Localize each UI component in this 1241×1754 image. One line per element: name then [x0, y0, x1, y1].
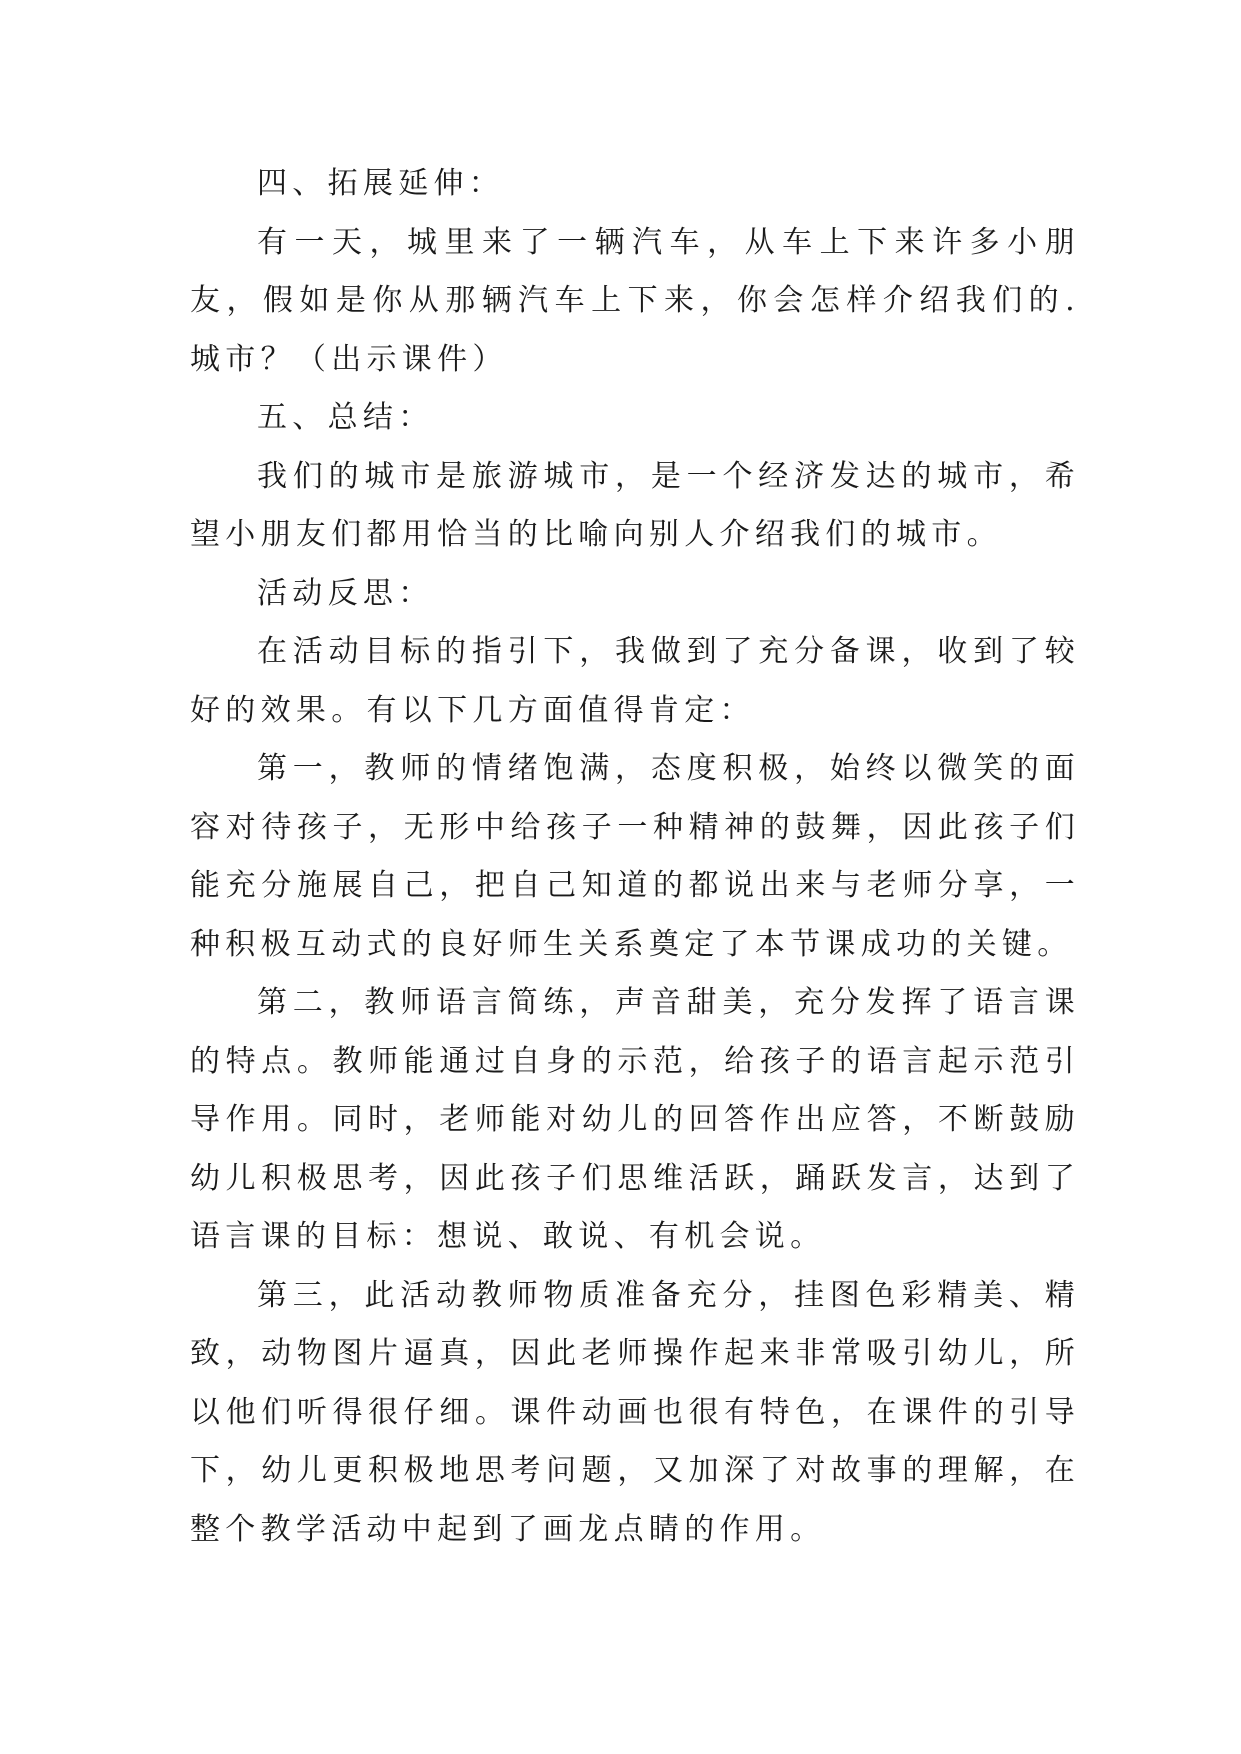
paragraph-reflection-first: 第一，教师的情绪饱满，态度积极，始终以微笑的面容对待孩子，无形中给孩子一种精神的鼓舞，因此孩子们能充分施展自己，把自己知道的都说出来与老师分享，一种积极互动式的良好师生关系奠定了本节课成功的关键。 — [190, 751, 1080, 962]
paragraph-reflection-second: 第二，教师语言简练，声音甜美，充分发挥了语言课的特点。教师能通过自身的示范，给孩子的语言起示范引导作用。同时，老师能对幼儿的回答作出应答，不断鼓励幼儿积极思考，因此孩子们思维活跃，踊跃发言，达到了语言课的目标：想说、敢说、有机会说。 — [190, 985, 1080, 1254]
paragraph-extension-text: 有一天，城里来了一辆汽车，从车上下来许多小朋友，假如是你从那辆汽车上下来，你会怎样介绍我们的.城市？（出示课件） — [190, 224, 1080, 377]
document-body — [190, 155, 1080, 1559]
paragraph-reflection-third: 第三，此活动教师物质准备充分，挂图色彩精美、精致，动物图片逼真，因此老师操作起来非常吸引幼儿，所以他们听得很仔细。课件动画也很有特色，在课件的引导下，幼儿更积极地思考问题，又加深了对故事的理解，在整个教学活动中起到了画龙点睛的作用。 — [190, 1277, 1080, 1547]
heading-reflection: 活动反思： — [257, 575, 434, 611]
heading-summary: 五、总结： — [257, 400, 434, 435]
heading-extension: 四、拓展延伸： — [257, 166, 505, 201]
paragraph-reflection-intro: 在活动目标的指引下，我做到了充分备课，收到了较好的效果。有以下几方面值得肯定： — [190, 634, 1080, 728]
paragraph-summary-text: 我们的城市是旅游城市，是一个经济发达的城市，希望小朋友们都用恰当的比喻向别人介绍我们的城市。 — [190, 458, 1080, 552]
